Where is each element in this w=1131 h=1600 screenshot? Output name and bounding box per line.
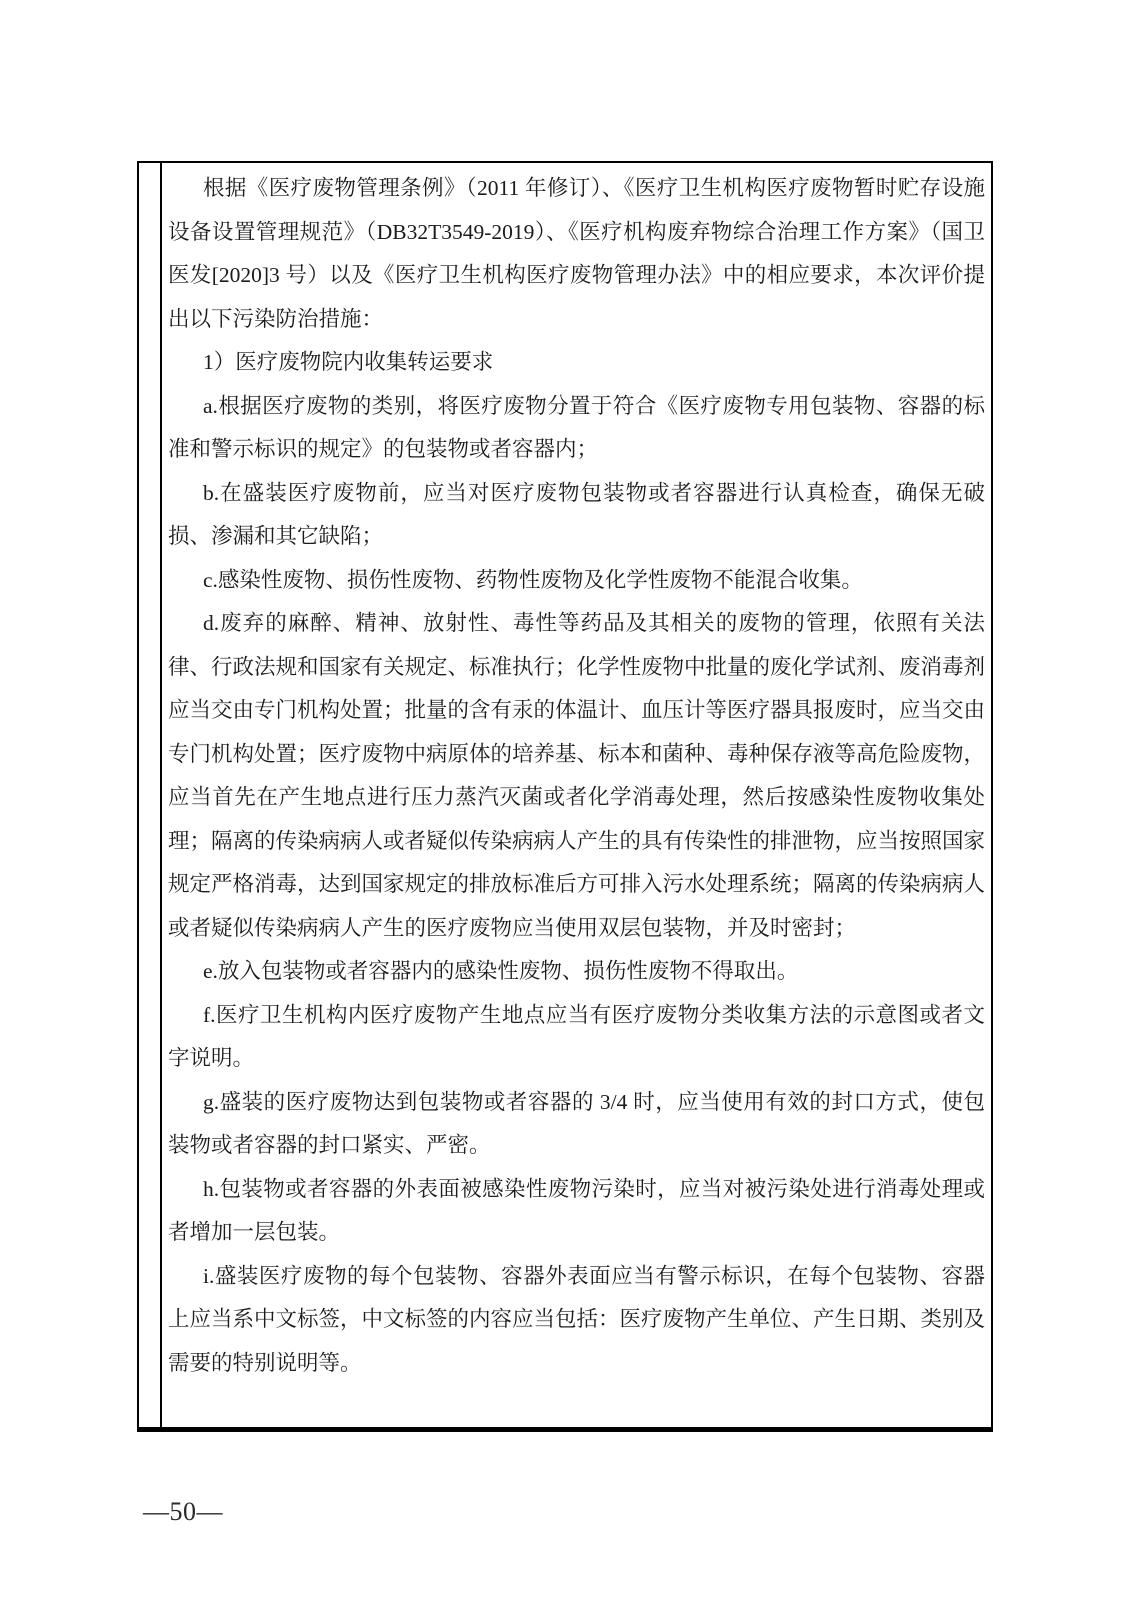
list-item-g: g.盛装的医疗废物达到包装物或者容器的 3/4 时，应当使用有效的封口方式，使包装物或者容器的封口紧实、严密。	[168, 1089, 985, 1157]
document-table	[137, 161, 993, 1432]
list-item-b: b.在盛装医疗废物前，应当对医疗废物包装物或者容器进行认真检查，确保无破损、渗漏和其它缺陷；	[168, 480, 985, 548]
intro-paragraph: 根据《医疗废物管理条例》（2011 年修订）、《医疗卫生机构医疗废物暂时贮存设施设备设置管理规范》（DB32T3549-2019）、《医疗机构废弃物综合治理工作方案》（国卫医发[2020]3 号）以及《医疗卫生机构医疗废物管理办法》中的相应要求，本次评价提出以下污染防治措施：	[168, 176, 985, 331]
list-item-i: i.盛装医疗废物的每个包装物、容器外表面应当有警示标识，在每个包装物、容器上应当系中文标签，中文标签的内容应当包括：医疗废物产生单位、产生日期、类别及需要的特别说明等。	[168, 1263, 986, 1375]
list-item-e: e.放入包装物或者容器内的感染性废物、损伤性废物不得取出。	[203, 959, 799, 983]
page-number: —50—	[143, 1497, 223, 1526]
table-left-gutter-column	[139, 163, 162, 1427]
list-item-c: c.感染性废物、损伤性废物、药物性废物及化学性废物不能混合收集。	[203, 567, 863, 592]
list-item-h: h.包装物或者容器的外表面被感染性废物污染时，应当对被污染处进行消毒处理或者增加一层包装。	[168, 1176, 985, 1244]
list-item-a: a.根据医疗废物的类别，将医疗废物分置于符合《医疗废物专用包装物、容器的标准和警示标识的规定》的包装物或者容器内；	[168, 393, 985, 461]
list-item-d: d.废弃的麻醉、精神、放射性、毒性等药品及其相关的废物的管理，依照有关法律、行政法规和国家有关规定、标准执行；化学性废物中批量的废化学试剂、废消毒剂应当交由专门机构处置；批量的含有汞的体温计、血压计等医疗器具报废时，应当交由专门机构处置；医疗废物中病原体的培养基、标本和菌种、毒种保存液等高危险废物，应当首先在产生地点进行压力蒸汽灭菌或者化学消毒处理，然后按感染性废物收集处理；隔离的传染病病人或者疑似传染病病人产生的具有传染性的排泄物，应当按照国家规定严格消毒，达到国家规定的排放标准后方可排入污水处理系统；隔离的传染病病人或者疑似传染病病人产生的医疗废物应当使用双层包装物，并及时密封；	[168, 611, 986, 940]
list-item-f: f.医疗卫生机构内医疗废物产生地点应当有医疗废物分类收集方法的示意图或者文字说明。	[168, 1002, 985, 1070]
table-content-cell	[162, 163, 991, 1427]
section-heading-1: 1）医疗废物院内收集转运要求	[203, 350, 494, 374]
